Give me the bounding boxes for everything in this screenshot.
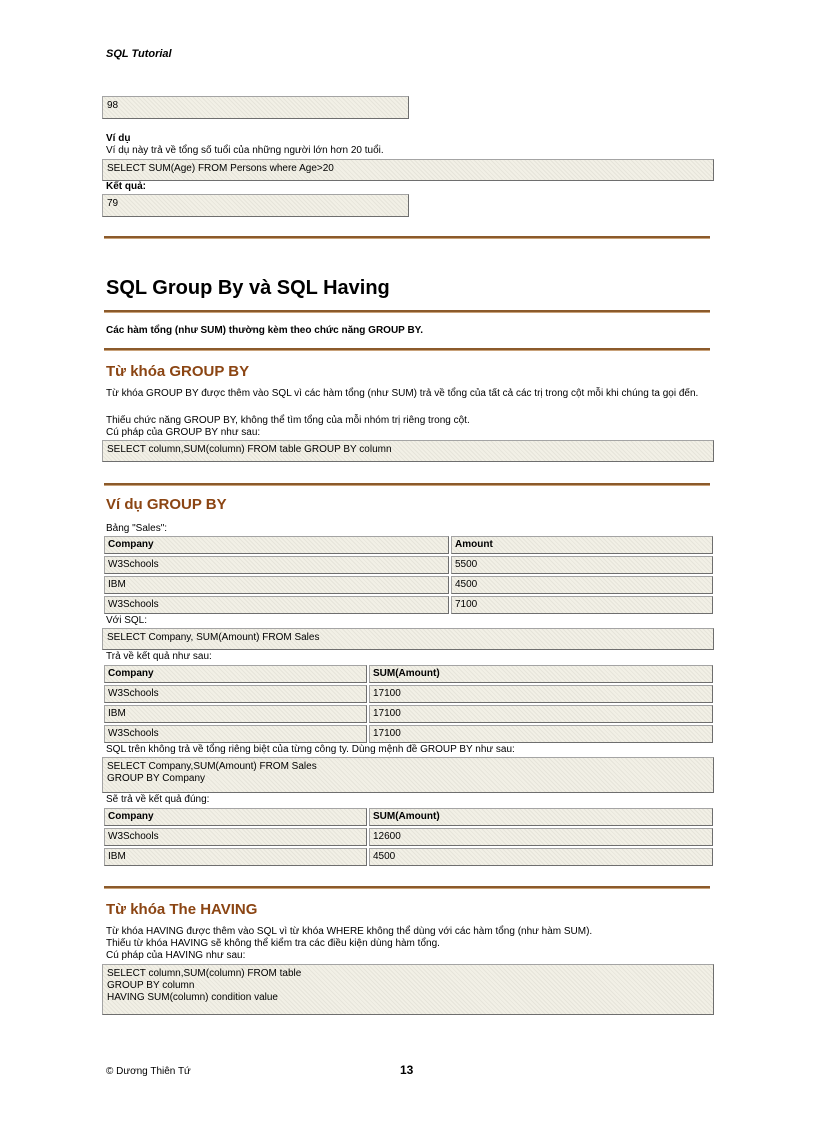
table-cell: 17100 <box>369 725 713 743</box>
divider <box>104 310 710 313</box>
section-title: SQL Group By và SQL Having <box>106 277 390 299</box>
result-box: 79 <box>102 194 409 217</box>
result-table <box>102 806 715 868</box>
table-cell: 4500 <box>369 848 713 866</box>
table-cell: 7100 <box>451 596 713 614</box>
table-row <box>104 596 713 614</box>
divider <box>104 483 710 486</box>
running-header: SQL Tutorial <box>106 48 172 60</box>
groupby-paragraph: Cú pháp của GROUP BY như sau: <box>106 427 261 438</box>
code-line: GROUP BY Company <box>107 773 206 784</box>
groupby-heading: Từ khóa GROUP BY <box>106 363 250 380</box>
column-header: Company <box>104 808 367 826</box>
table-row <box>104 705 713 723</box>
table-cell: IBM <box>104 576 449 594</box>
table-cell: 4500 <box>451 576 713 594</box>
query-box: SELECT Company, SUM(Amount) FROM Sales <box>102 628 714 650</box>
sales-table <box>102 534 715 616</box>
table-cell: W3Schools <box>104 596 449 614</box>
table-row <box>104 685 713 703</box>
query-box <box>102 757 714 793</box>
section-intro: Các hàm tổng (như SUM) thường kèm theo chức năng GROUP BY. <box>106 325 424 336</box>
column-header: Amount <box>451 536 713 554</box>
table-row <box>104 725 713 743</box>
query-box: SELECT SUM(Age) FROM Persons where Age>20 <box>102 159 714 181</box>
result-box: 98 <box>102 96 409 119</box>
result-label: Kết quả: <box>106 181 146 192</box>
table-cell: 17100 <box>369 685 713 703</box>
code-line: SELECT Company,SUM(Amount) FROM Sales <box>107 761 317 772</box>
page-number: 13 <box>400 1063 414 1077</box>
table-row <box>104 828 713 846</box>
syntax-box: SELECT column,SUM(column) FROM table GROUP BY column <box>102 440 714 462</box>
code-line: GROUP BY column <box>107 980 195 991</box>
table-header-row <box>104 665 713 683</box>
divider <box>104 886 710 889</box>
with-sql-label: Với SQL: <box>106 615 148 626</box>
footer-author: © Dương Thiên Tứ <box>106 1066 191 1077</box>
syntax-box <box>102 964 714 1015</box>
groupby-paragraph: Thiếu chức năng GROUP BY, không thể tìm tổng của mỗi nhóm trị riêng trong cột. <box>106 415 470 426</box>
column-header: SUM(Amount) <box>369 665 713 683</box>
column-header: Company <box>104 536 449 554</box>
table-label: Bảng "Sales": <box>106 523 168 534</box>
having-heading: Từ khóa The HAVING <box>106 901 258 918</box>
table-cell: IBM <box>104 705 367 723</box>
code-line: SELECT column,SUM(column) FROM table <box>107 968 302 979</box>
table-cell: 5500 <box>451 556 713 574</box>
table-row <box>104 848 713 866</box>
table-cell: W3Schools <box>104 828 367 846</box>
table-cell: W3Schools <box>104 725 367 743</box>
example-description: Ví dụ này trả về tổng số tuổi của những người lớn hơn 20 tuổi. <box>106 145 384 156</box>
example-label: Ví dụ <box>106 133 131 144</box>
groupby-paragraph: Từ khóa GROUP BY được thêm vào SQL vì các hàm tổng (như SUM) trả về tổng của tất cả các trị trong cột mỗi khi chúng ta gọi đến. <box>106 388 699 399</box>
having-paragraph: Cú pháp của HAVING như sau: <box>106 950 246 961</box>
table-cell: IBM <box>104 848 367 866</box>
returns-label: Trả về kết quả như sau: <box>106 651 212 662</box>
result-table <box>102 663 715 745</box>
divider <box>104 236 710 239</box>
table-header-row <box>104 536 713 554</box>
table-header-row <box>104 808 713 826</box>
table-row <box>104 556 713 574</box>
table-cell: 17100 <box>369 705 713 723</box>
column-header: SUM(Amount) <box>369 808 713 826</box>
having-paragraph: Thiếu từ khóa HAVING sẽ không thể kiểm tra các điều kiện dùng hàm tổng. <box>106 938 440 949</box>
code-line: HAVING SUM(column) condition value <box>107 992 278 1003</box>
note-text: SQL trên không trả về tổng riêng biệt của từng công ty. Dùng mệnh đề GROUP BY như sau: <box>106 744 515 755</box>
column-header: Company <box>104 665 367 683</box>
correct-label: Sẽ trả về kết quả đúng: <box>106 794 210 805</box>
example-heading: Ví dụ GROUP BY <box>106 496 227 513</box>
table-cell: W3Schools <box>104 556 449 574</box>
having-paragraph: Từ khóa HAVING được thêm vào SQL vì từ khóa WHERE không thể dùng với các hàm tổng (như hàm SUM). <box>106 926 593 937</box>
table-cell: W3Schools <box>104 685 367 703</box>
table-cell: 12600 <box>369 828 713 846</box>
table-row <box>104 576 713 594</box>
divider <box>104 348 710 351</box>
